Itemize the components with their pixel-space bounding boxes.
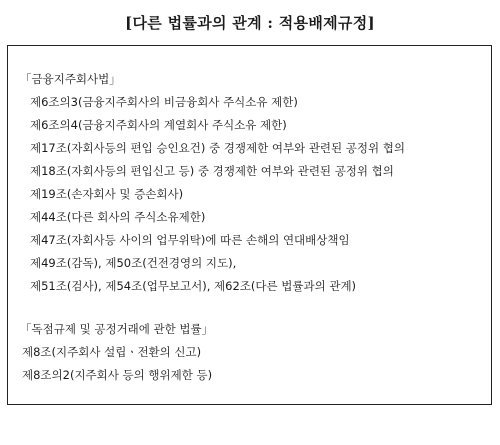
section-header-financial-holding-act: 「금융지주회사법」 (20, 72, 121, 86)
list-item: 제6조의4(금융지주회사의 계열회사 주식소유 제한) (30, 118, 287, 132)
list-item: 제49조(감독), 제50조(건전경영의 지도), (30, 256, 237, 270)
list-item: 제44조(다른 회사의 주식소유제한) (30, 210, 206, 224)
section-header-fair-trade-act: 「독점규제 및 공정거래에 관한 법률」 (20, 322, 214, 336)
list-item: 제8조(지주회사 설립ㆍ전환의 신고) (22, 345, 202, 359)
document-title: [다른 법률과의 관계 : 적용배제규정] (125, 14, 375, 32)
list-item: 제6조의3(금융지주회사의 비금융회사 주식소유 제한) (30, 95, 298, 109)
list-item: 제18조(자회사등의 편입신고 등) 중 경쟁제한 여부와 관련된 공정위 협의 (30, 164, 394, 178)
list-item: 제47조(자회사등 사이의 업무위탁)에 따른 손해의 연대배상책임 (30, 233, 350, 247)
list-item: 제8조의2(지주회사 등의 행위제한 등) (22, 368, 213, 382)
list-item: 제19조(손자회사 및 증손회사) (30, 187, 184, 201)
list-item: 제17조(자회사등의 편입 승인요건) 중 경쟁제한 여부와 관련된 공정위 협의 (30, 141, 406, 155)
list-item: 제51조(검사), 제54조(업무보고서), 제62조(다른 법률과의 관계) (30, 279, 357, 293)
